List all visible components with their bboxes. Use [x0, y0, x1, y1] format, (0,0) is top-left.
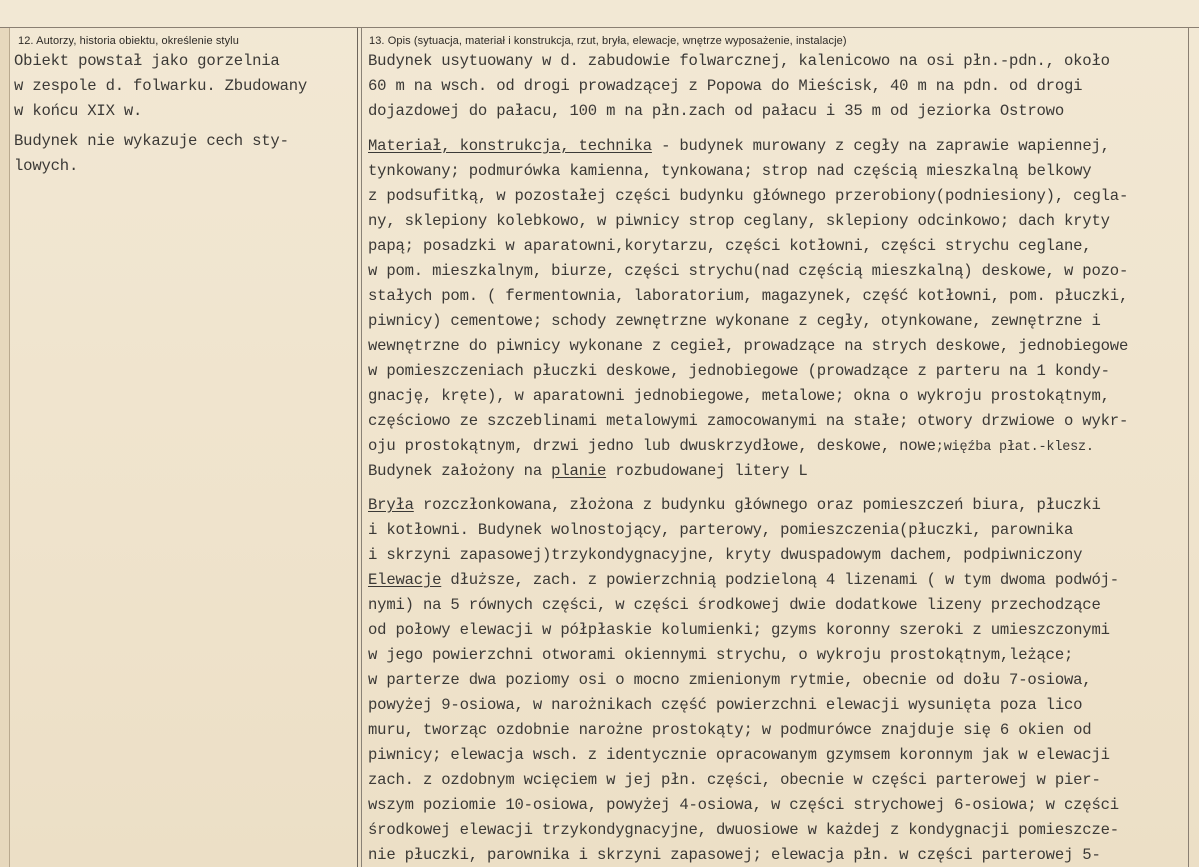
desc-line: piwnicy) cementowe; schody zewnętrzne wykonane z cegły, otynkowane, zewnętrzne i: [368, 312, 1101, 330]
desc-line: i kotłowni. Budynek wolnostojący, parterowy, pomieszczenia(płuczki, parownika: [368, 521, 1074, 539]
desc-line: nie płuczki, parownika i skrzyni zapasowej; elewacja płn. w części parterowej 5-: [368, 846, 1101, 864]
column-divider: [357, 28, 358, 867]
desc-line: zach. z ozdobnym wcięciem w jej płn. części, obecnie w części parterowej w pier-: [368, 771, 1101, 789]
underlined-word: planie: [551, 462, 607, 480]
section-heading-material: Materiał, konstrukcja, technika: [368, 137, 652, 155]
desc-line: w parterze dwa poziomy osi o mocno zmienionym rytmie, obecnie od dołu 7-osiowa,: [368, 671, 1092, 689]
desc-text: rozbudowanej litery L: [606, 462, 808, 480]
left-line: Obiekt powstał jako gorzelnia: [14, 52, 280, 70]
header-rule: [0, 27, 1199, 28]
left-line: lowych.: [14, 157, 79, 175]
desc-line: częściowo ze szczeblinami metalowymi zamocowanymi na stałe; otwory drzwiowe o wykr-: [368, 412, 1129, 430]
desc-line: 60 m na wsch. od drogi prowadzącej z Popowa do Mieścisk, 40 m na pdn. od drogi: [368, 77, 1083, 95]
desc-line: z podsufitką, w pozostałej części budynku głównego przerobiony(podniesiony), cegla-: [368, 187, 1129, 205]
left-line: w końcu XIX w.: [14, 102, 143, 120]
desc-line: wewnętrzne do piwnicy wykonane z cegieł, prowadzące na strych deskowe, jednobiegowe: [368, 337, 1129, 355]
desc-line-material: [368, 137, 1110, 155]
desc-line: powyżej 9-osiowa, w narożnikach część powierzchni elewacji wysunięta poza lico: [368, 696, 1083, 714]
left-line: Budynek nie wykazuje cech sty-: [14, 132, 289, 150]
desc-line-elewacje: [368, 571, 1119, 589]
desc-line: [368, 462, 808, 480]
desc-text: - budynek murowany z cegły na zaprawie wapiennej,: [651, 137, 1110, 155]
desc-line-bryla: [368, 496, 1101, 514]
handwritten-insert: ;więźba płat.-klesz.: [935, 440, 1094, 455]
desc-line: od połowy elewacji w półpłaskie kolumienki; gzyms koronny szeroki z umieszczonymi: [368, 621, 1110, 639]
desc-line: stałych pom. ( fermentownia, laboratorium, magazynek, część kotłowni, pom. płuczki,: [368, 287, 1129, 305]
desc-text: oju prostokątnym, drzwi jedno lub dwuskrzydłowe, deskowe, nowe: [368, 437, 936, 455]
desc-line: i skrzyni zapasowej)trzykondygnacyjne, kryty dwuspadowym dachem, podpiwniczony: [368, 546, 1083, 564]
section-heading-bryla: Bryła: [368, 496, 414, 514]
field-12-header: 12. Autorzy, historia obiektu, określenie stylu: [18, 35, 239, 47]
desc-line: [368, 437, 1094, 455]
desc-line: dojazdowej do pałacu, 100 m na płn.zach od pałacu i 35 m od jeziorka Ostrowo: [368, 102, 1064, 120]
desc-line: ny, sklepiony kolebkowo, w piwnicy strop ceglany, sklepiony odcinkowo; dach kryty: [368, 212, 1110, 230]
desc-line: w jego powierzchni otworami okiennymi strychu, o wykroju prostokątnym,leżące;: [368, 646, 1074, 664]
desc-text: Budynek założony na: [368, 462, 552, 480]
desc-line: piwnicy; elewacja wsch. z identycznie opracowanym gzymsem koronnym jak w elewacji: [368, 746, 1110, 764]
desc-line: nymi) na 5 równych części, w części środkowej dwie dodatkowe lizeny przechodzące: [368, 596, 1101, 614]
right-border: [1188, 28, 1189, 867]
desc-line: środkowej elewacji trzykondygnacyjne, dwuosiowe w każdej z kondygnacji pomieszcze-: [368, 821, 1119, 839]
left-line: w zespole d. folwarku. Zbudowany: [14, 77, 308, 95]
left-margin-strip: [0, 28, 10, 867]
column-divider-inner: [361, 28, 362, 867]
desc-line: papą; posadzki w aparatowni,korytarzu, części kotłowni, części strychu ceglane,: [368, 237, 1092, 255]
desc-text: rozczłonkowana, złożona z budynku głównego oraz pomieszczeń biura, płuczki: [413, 496, 1101, 514]
desc-line: muru, tworząc ozdobnie narożne prostokąty; w podmurówce znajduje się 6 okien od: [368, 721, 1092, 739]
desc-line: gnację, kręte), w aparatowni jednobiegowe, metalowe; okna o wykroju prostokątnym,: [368, 387, 1110, 405]
desc-line: wszym poziomie 10-osiowa, powyżej 4-osiowa, w części strychowej 6-osiowa; w części: [368, 796, 1119, 814]
desc-line: tynkowany; podmurówka kamienna, tynkowana; strop nad częścią mieszkalną belkowy: [368, 162, 1092, 180]
field-13-header: 13. Opis (sytuacja, materiał i konstrukcja, rzut, bryła, elewacje, wnętrze wyposażenie, instalacje): [369, 35, 847, 47]
desc-line: w pomieszczeniach płuczki deskowe, jednobiegowe (prowadzące z parteru na 1 kondy-: [368, 362, 1110, 380]
desc-text: dłuższe, zach. z powierzchnią podzieloną 4 lizenami ( w tym dwoma podwój-: [441, 571, 1119, 589]
desc-line: w pom. mieszkalnym, biurze, części strychu(nad częścią mieszkalną) deskowe, w pozo-: [368, 262, 1129, 280]
section-heading-elewacje: Elewacje: [368, 571, 442, 589]
desc-line: Budynek usytuowany w d. zabudowie folwarcznej, kalenicowo na osi płn.-pdn., około: [368, 52, 1110, 70]
